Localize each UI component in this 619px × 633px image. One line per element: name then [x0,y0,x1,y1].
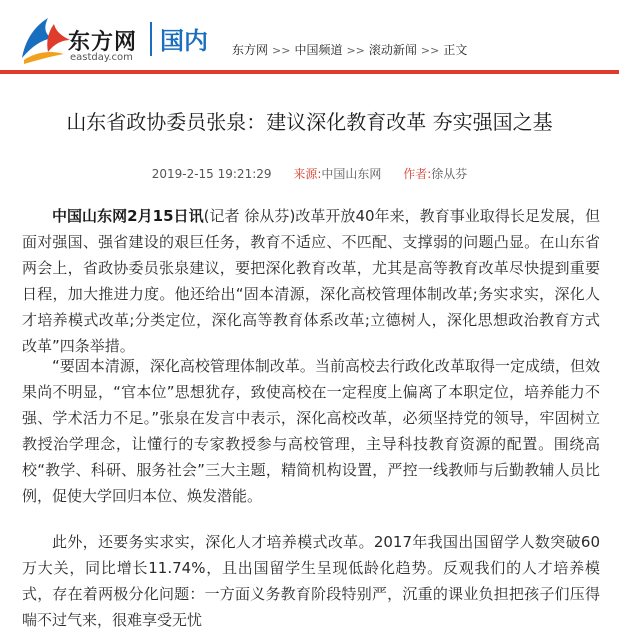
breadcrumb-separator: >> [420,44,440,57]
article-paragraph-3 [22,529,600,633]
paragraph-text: “要固本清源，深化高校管理体制改革。当前高校去行政化改革取得一定成绩，但效果尚不明显，“官本位”思想犹存，致使高校在一定程度上偏离了本职定位，培养能力不强、学术活力不足。”张泉在发言中表示，深化高校改革，必须坚持党的领导，牢固树立教授治学理念，让懂行的专家教授参与高校管理，主导科技教育资源的配置。围绕高校“教学、科研、服务社会”三大主题，精简机构设置，严控一线教师与后勤教辅人员比例，促使大学回归本位、焕发潜能。 [22,357,600,505]
site-logo[interactable] [18,14,158,66]
article-title: 山东省政协委员张泉：建议深化教育改革 夯实强国之基 [66,110,553,134]
header-divider [150,22,152,56]
brand-domain: eastday.com [70,52,133,63]
breadcrumb-separator: >> [346,44,365,57]
author-label: 作者: [403,167,432,181]
breadcrumb-current: 正文 [443,43,468,57]
breadcrumb-rolling-news[interactable]: 滚动新闻 [368,43,417,57]
article-meta [0,165,619,182]
header-red-rule [0,70,619,74]
brand-name: 东方网 [68,30,138,55]
source-label: 来源: [293,167,322,181]
article-paragraph-1 [22,203,600,359]
breadcrumb-china-channel[interactable]: 中国频道 [294,43,343,57]
paragraph-text: (记者 徐从芬)改革开放40年来，教育事业取得长足发展，但面对强国、强省建设的艰巨任务，教育不适应、不匹配、支撑弱的问题凸显。在山东省两会上，省政协委员张泉建议，要把深化教育改革，尤其是高等教育改革尽快提到重要日程，加大推进力度。他还给出“固本清源，深化高校管理体制改革;务实求实，深化人才培养模式改革;分类定位，深化高等教育体系改革;立德树人，深化思想政治教育方式改革”四条举措。 [22,207,601,355]
article-date: 2019-2-15 19:21:29 [151,167,272,181]
article-paragraph-2 [22,353,600,509]
breadcrumb [232,41,467,58]
breadcrumb-separator: >> [272,44,291,57]
section-title[interactable]: 国内 [160,27,208,55]
breadcrumb-home[interactable]: 东方网 [232,43,269,57]
article-dateline: 中国山东网2月15日讯 [52,207,204,225]
article-source: 中国山东网 [321,167,382,181]
site-header [0,0,619,72]
article-author: 徐从芬 [431,167,468,181]
paragraph-text: 此外，还要务实求实，深化人才培养模式改革。2017年我国出国留学人数突破60万大关，同比增长11.74%，且出国留学生呈现低龄化趋势。反观我们的人才培养模式，存在着两极分化问题：一方面义务教育阶段特别严，沉重的课业负担把孩子们压得喘不过气来，很难享受无忧 [22,533,600,629]
eastday-logo-icon [18,14,74,66]
